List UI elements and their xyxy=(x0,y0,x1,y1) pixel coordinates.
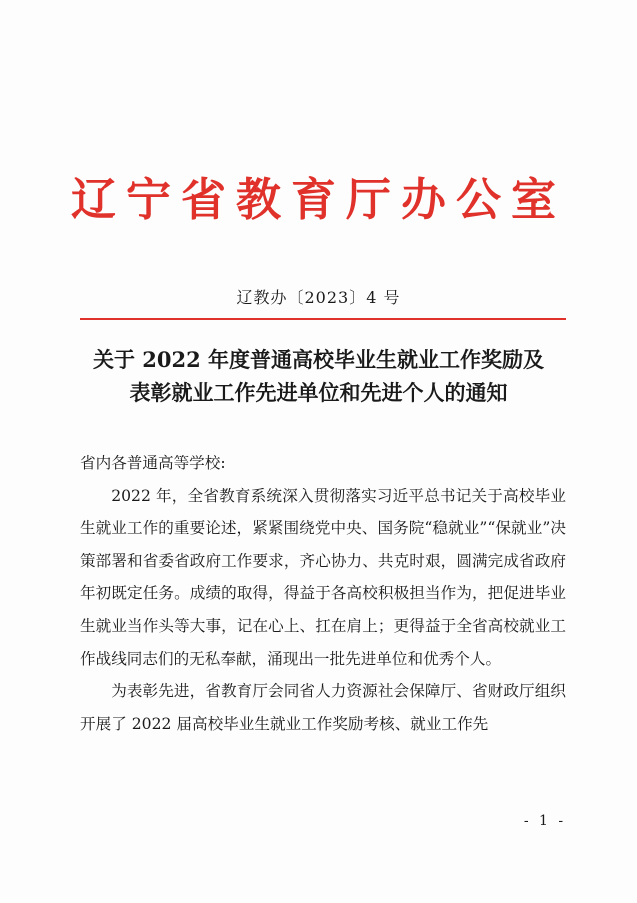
page-number: - 1 - xyxy=(523,813,567,829)
notice-title-line-2: 表彰就业工作先进单位和先进个人的通知 xyxy=(129,380,508,405)
body-paragraph-1: 2022 年，全省教育系统深入贯彻落实习近平总书记关于高校毕业生就业工作的重要论述，紧紧围绕党中央、国务院“稳就业”“保就业”决策部署和省委省政府工作要求，齐心协力、共克时艰，圆满完成省政府年初既定任务。成绩的取得，得益于各高校积极担当作为，把促进毕业生就业当作头等大事，记在心上、扛在肩上；更得益于全省高校就业工作战线同志们的无私奉献，涌现出一批先进单位和优秀个人。 xyxy=(80,486,566,668)
red-divider-line xyxy=(80,318,566,320)
body-paragraph-2: 为表彰先进，省教育厅会同省人力资源社会保障厅、省财政厅组织开展了 2022 届高校毕业生就业工作奖励考核、就业工作先 xyxy=(80,682,566,733)
notice-title-line-1: 关于 2022 年度普通高校毕业生就业工作奖励及 xyxy=(92,347,545,372)
salutation: 省内各普通高等学校: xyxy=(80,454,226,472)
document-number: 辽教办〔2023〕4 号 xyxy=(236,288,401,307)
notice-body xyxy=(80,447,566,740)
issuing-office-masthead: 辽宁省教育厅办公室 xyxy=(70,173,566,226)
